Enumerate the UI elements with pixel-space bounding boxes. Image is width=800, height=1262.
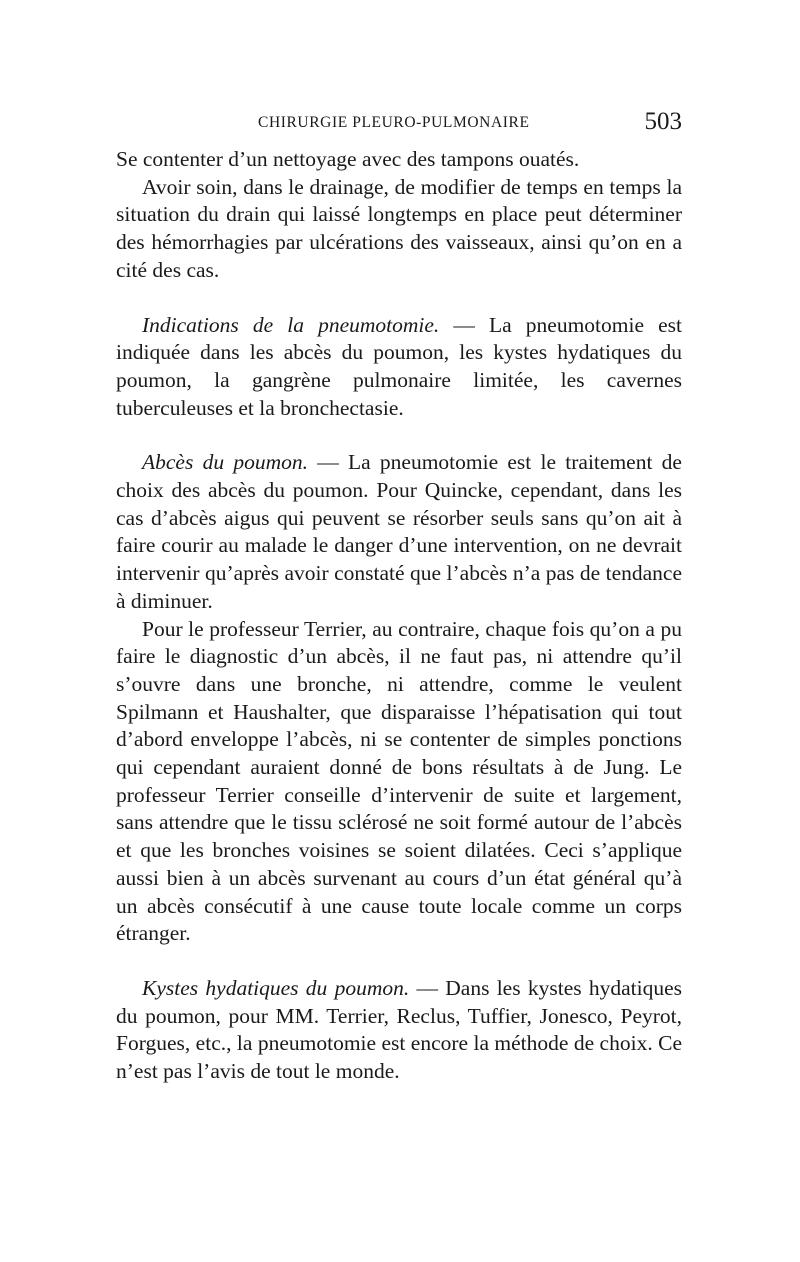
paragraph-abces (116, 449, 682, 615)
body-text (116, 146, 682, 1086)
running-title: CHIRURGIE PLEURO-PULMONAIRE (258, 114, 530, 131)
page-number: 503 (644, 108, 682, 135)
paragraph-indications-text: — La pneumotomie est indiquée dans les abcès du poumon, les kystes hydatiques du poumon, la gangrène pulmonaire limitée, les cavernes tuberculeuses et la bronchectasie. (116, 312, 682, 420)
paragraph-2-text: Avoir soin, dans le drainage, de modifier de temps en temps la situation du drain qui laissé longtemps en place peut déterminer des hémorrhagies par ulcérations des vaisseaux, ainsi qu’on en a cité des cas. (116, 174, 682, 282)
paragraph-terrier-text: Pour le professeur Terrier, au contraire, chaque fois qu’on a pu faire le diagnostic d’un abcès, il ne faut pas, ni attendre qu’il s’ouvre dans une bronche, ni attendre, comme le veulent Spilmann et Haushalter, que disparaisse l’hépatisation qui tout d’abord enveloppe l’abcès, ni se contenter de simples ponctions qui cependant auraient donné de bons résultats à de Jung. Le professeur Terrier conseille d’intervenir de suite et largement, sans attendre que le tissu sclérosé ne soit formé autour de l’abcès et que les bronches voisines se soient dilatées. Ceci s’applique aussi bien à un abcès survenant au cours d’un état général qu’à un abcès consécutif à une cause toute locale comme un corps étranger. (116, 616, 682, 946)
paragraph-kystes (116, 975, 682, 1086)
paragraph-indications (116, 312, 682, 423)
section-heading-indications: Indications de la pneumotomie. (142, 312, 440, 337)
paragraph-kystes-text: — Dans les kystes hydatiques du poumon, pour MM. Terrier, Reclus, Tuffier, Jonesco, Peyrot, Forgues, etc., la pneumotomie est encore la méthode de choix. Ce n’est pas l’avis de tout le monde. (116, 975, 683, 1084)
paragraph-terrier (116, 616, 682, 948)
paragraph-1-text: Se contenter d’un nettoyage avec des tampons ouatés. (116, 147, 580, 171)
paragraph-2 (116, 174, 682, 285)
paragraph-1 (116, 146, 682, 174)
section-heading-abces: Abcès du poumon. (142, 450, 308, 475)
paragraph-abces-text: — La pneumotomie est le traitement de choix des abcès du poumon. Pour Quincke, cependant, dans les cas d’abcès aigus qui peuvent se résorber seuls sans qu’on ait à faire courir au malade le danger d’une intervention, on ne devrait intervenir qu’après avoir constaté que l’abcès n’a pas de tendance à diminuer. (116, 450, 682, 613)
section-heading-kystes: Kystes hydatiques du poumon. (142, 975, 410, 1000)
page-header (116, 106, 684, 142)
